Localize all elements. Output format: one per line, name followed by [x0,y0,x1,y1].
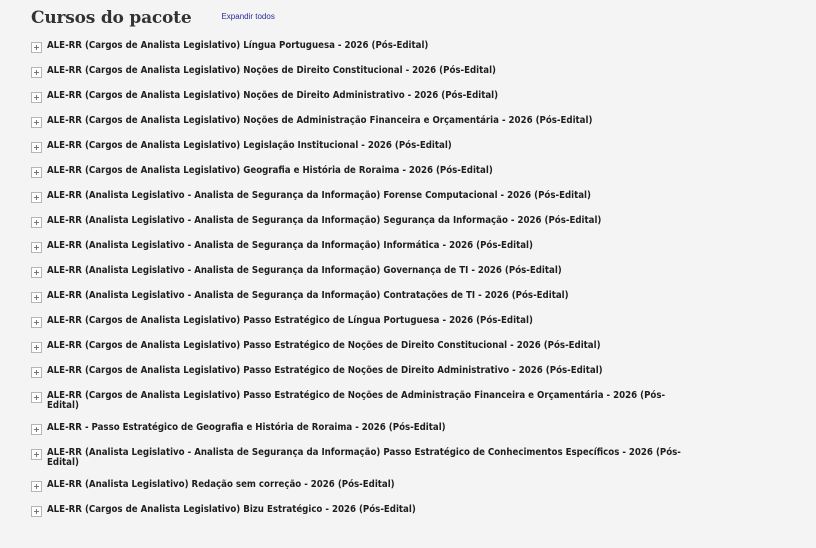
course-label: ALE-RR (Cargos de Analista Legislativo) Bizu Estratégico - 2026 (Pós-Edital) [47,504,416,515]
expand-plus-icon[interactable] [31,424,42,435]
expand-plus-icon[interactable] [31,192,42,203]
course-label: ALE-RR (Analista Legislativo - Analista de Segurança da Informação) Informática - 2026 (Pós-Edital) [47,240,533,251]
course-item[interactable] [31,39,691,53]
expand-plus-icon[interactable] [31,167,42,178]
course-label: ALE-RR (Cargos de Analista Legislativo) Noções de Direito Administrativo - 2026 (Pós-Edital) [47,90,499,101]
course-item[interactable] [31,389,691,411]
course-label: ALE-RR (Cargos de Analista Legislativo) Legislação Institucional - 2026 (Pós-Edital) [47,140,452,151]
course-label: ALE-RR (Analista Legislativo - Analista de Segurança da Informação) Segurança da Informação - 2026 (Pós-Edital) [47,215,602,226]
course-label: ALE-RR (Cargos de Analista Legislativo) Passo Estratégico de Noções de Administração Financeira e Orçamentária - 2026 (Pós-Edital) [47,390,666,411]
course-label: ALE-RR - Passo Estratégico de Geografia e História de Roraima - 2026 (Pós-Edital) [47,422,446,433]
course-item[interactable] [31,478,691,492]
course-item[interactable] [31,264,691,278]
section-title: Cursos do pacote [31,8,192,28]
expand-plus-icon[interactable] [31,342,42,353]
expand-plus-icon[interactable] [31,217,42,228]
course-item[interactable] [31,89,691,103]
course-label: ALE-RR (Analista Legislativo) Redação sem correção - 2026 (Pós-Edital) [47,479,395,490]
course-item[interactable] [31,189,691,203]
course-label: ALE-RR (Cargos de Analista Legislativo) Geografia e História de Roraima - 2026 (Pós-Edital) [47,165,493,176]
expand-all-link[interactable]: Expandir todos [221,12,275,21]
course-item[interactable] [31,503,691,517]
course-item[interactable] [31,114,691,128]
expand-plus-icon[interactable] [31,367,42,378]
course-label: ALE-RR (Cargos de Analista Legislativo) Passo Estratégico de Noções de Direito Administrativo - 2026 (Pós-Edital) [47,365,603,376]
course-label: ALE-RR (Cargos de Analista Legislativo) Noções de Administração Financeira e Orçamentária - 2026 (Pós-Edital) [47,115,593,126]
course-item[interactable] [31,289,691,303]
course-item[interactable] [31,314,691,328]
course-label: ALE-RR (Analista Legislativo - Analista de Segurança da Informação) Contratações de TI - 2026 (Pós-Edital) [47,290,569,301]
expand-plus-icon[interactable] [31,117,42,128]
expand-plus-icon[interactable] [31,92,42,103]
course-label: ALE-RR (Cargos de Analista Legislativo) Língua Portuguesa - 2026 (Pós-Edital) [47,40,429,51]
expand-plus-icon[interactable] [31,449,42,460]
course-item[interactable] [31,164,691,178]
course-label: ALE-RR (Analista Legislativo - Analista de Segurança da Informação) Governança de TI - 2026 (Pós-Edital) [47,265,562,276]
course-label: ALE-RR (Cargos de Analista Legislativo) Noções de Direito Constitucional - 2026 (Pós-Edital) [47,65,496,76]
expand-plus-icon[interactable] [31,67,42,78]
course-item[interactable] [31,239,691,253]
expand-plus-icon[interactable] [31,267,42,278]
course-item[interactable] [31,64,691,78]
course-label: ALE-RR (Analista Legislativo - Analista de Segurança da Informação) Forense Computacional - 2026 (Pós-Edital) [47,190,591,201]
expand-plus-icon[interactable] [31,392,42,403]
section-header [31,8,275,28]
course-item[interactable] [31,421,691,435]
expand-plus-icon[interactable] [31,142,42,153]
course-item[interactable] [31,214,691,228]
course-label: ALE-RR (Cargos de Analista Legislativo) Passo Estratégico de Noções de Direito Constitucional - 2026 (Pós-Edital) [47,340,601,351]
expand-plus-icon[interactable] [31,42,42,53]
course-item[interactable] [31,339,691,353]
expand-plus-icon[interactable] [31,317,42,328]
course-label: ALE-RR (Cargos de Analista Legislativo) Passo Estratégico de Língua Portuguesa - 2026 (Pós-Edital) [47,315,533,326]
expand-plus-icon[interactable] [31,242,42,253]
expand-plus-icon[interactable] [31,292,42,303]
course-item[interactable] [31,446,691,468]
expand-plus-icon[interactable] [31,506,42,517]
course-item[interactable] [31,364,691,378]
course-item[interactable] [31,139,691,153]
course-list [31,39,691,528]
course-label: ALE-RR (Analista Legislativo - Analista de Segurança da Informação) Passo Estratégico de Conhecimentos Específicos - 2026 (Pós-Edital) [47,447,681,468]
expand-plus-icon[interactable] [31,481,42,492]
